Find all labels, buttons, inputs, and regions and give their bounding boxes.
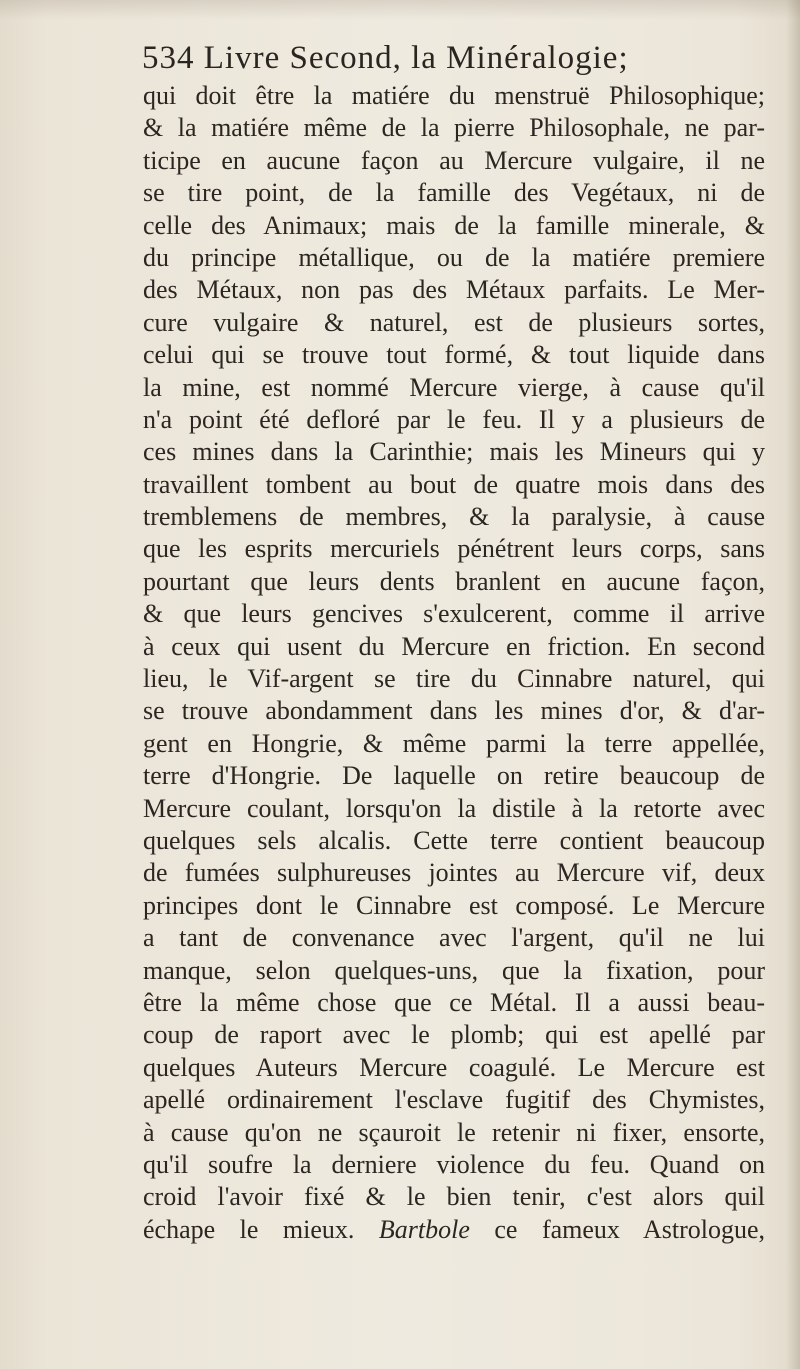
text-line: du principe métallique, ou de la matiére premiere [143,242,765,272]
text-line: de fumées sulphureuses jointes au Mercure vif, deux [143,858,765,888]
text-line: principes dont le Cinnabre est composé. Le Mercure [143,890,765,920]
text-line: terre d'Hongrie. De laquelle on retire beaucoup de [143,761,765,791]
text-line: Mercure coulant, lorsqu'on la distile à la retorte avec [143,793,765,823]
text-line: manque, selon quelques-uns, que la fixation, pour [143,955,765,985]
text-line: croid l'avoir fixé & le bien tenir, c'est alors quil [143,1182,765,1212]
text-line: coup de raport avec le plomb; qui est apellé par [143,1020,765,1050]
text-line-final [143,1214,765,1246]
text-line: pourtant que leurs dents branlent en aucune façon, [143,566,765,596]
text-line: n'a point été defloré par le feu. Il y a plusieurs de [143,404,765,434]
text-line: cure vulgaire & naturel, est de plusieurs sortes, [143,307,765,337]
text-line: quelques Auteurs Mercure coagulé. Le Mercure est [143,1052,765,1082]
text-line: ces mines dans la Carinthie; mais les Mineurs qui y [143,437,765,467]
text-line: apellé ordinairement l'esclave fugitif des Chymistes, [143,1085,765,1115]
text-line: celle des Animaux; mais de la famille minerale, & [143,210,765,240]
text-line: à ceux qui usent du Mercure en friction. En second [143,631,765,661]
running-head: 534 Livre Second, la Minéralogie; [142,40,629,76]
person-name-bartbole: Bartbole [378,1214,470,1244]
text-line: à cause qu'on ne sçauroit le retenir ni fixer, ensorte, [143,1117,765,1147]
text-line: qu'il soufre la derniere violence du feu. Quand on [143,1149,765,1179]
text-line: celui qui se trouve tout formé, & tout liquide dans [143,340,765,370]
text-line: des Métaux, non pas des Métaux parfaits. Le Mer- [143,275,765,305]
text-line: a tant de convenance avec l'argent, qu'il ne lui [143,923,765,953]
text-line: & que leurs gencives s'exulcerent, comme il arrive [143,599,765,629]
text-line: & la matiére même de la pierre Philosophale, ne par- [143,113,765,143]
text-line: quelques sels alcalis. Cette terre contient beaucoup [143,825,765,855]
body-text [143,80,765,1246]
text-line: ticipe en aucune façon au Mercure vulgaire, il ne [143,145,765,175]
text-line: se tire point, de la famille des Vegétaux, ni de [143,178,765,208]
text-line: se trouve abondamment dans les mines d'or, & d'ar- [143,696,765,726]
text-line: être la même chose que ce Métal. Il a aussi beau- [143,987,765,1017]
text-line: tremblemens de membres, & la paralysie, à cause [143,502,765,532]
text-line: que les esprits mercuriels pénétrent leurs corps, sans [143,534,765,564]
final-line-end: ce fameux Astrologue, [494,1214,765,1244]
text-line: travaillent tombent au bout de quatre mois dans des [143,469,765,499]
text-line: lieu, le Vif-argent se tire du Cinnabre naturel, qui [143,664,765,694]
text-line: qui doit être la matiére du menstruë Philosophique; [143,81,765,110]
text-line: gent en Hongrie, & même parmi la terre appellée, [143,728,765,758]
final-line-start: échape le mieux. [143,1214,355,1244]
page-top-shadow [0,0,800,20]
page-gutter-shadow [786,0,800,1369]
text-line: la mine, est nommé Mercure vierge, à cause qu'il [143,372,765,402]
